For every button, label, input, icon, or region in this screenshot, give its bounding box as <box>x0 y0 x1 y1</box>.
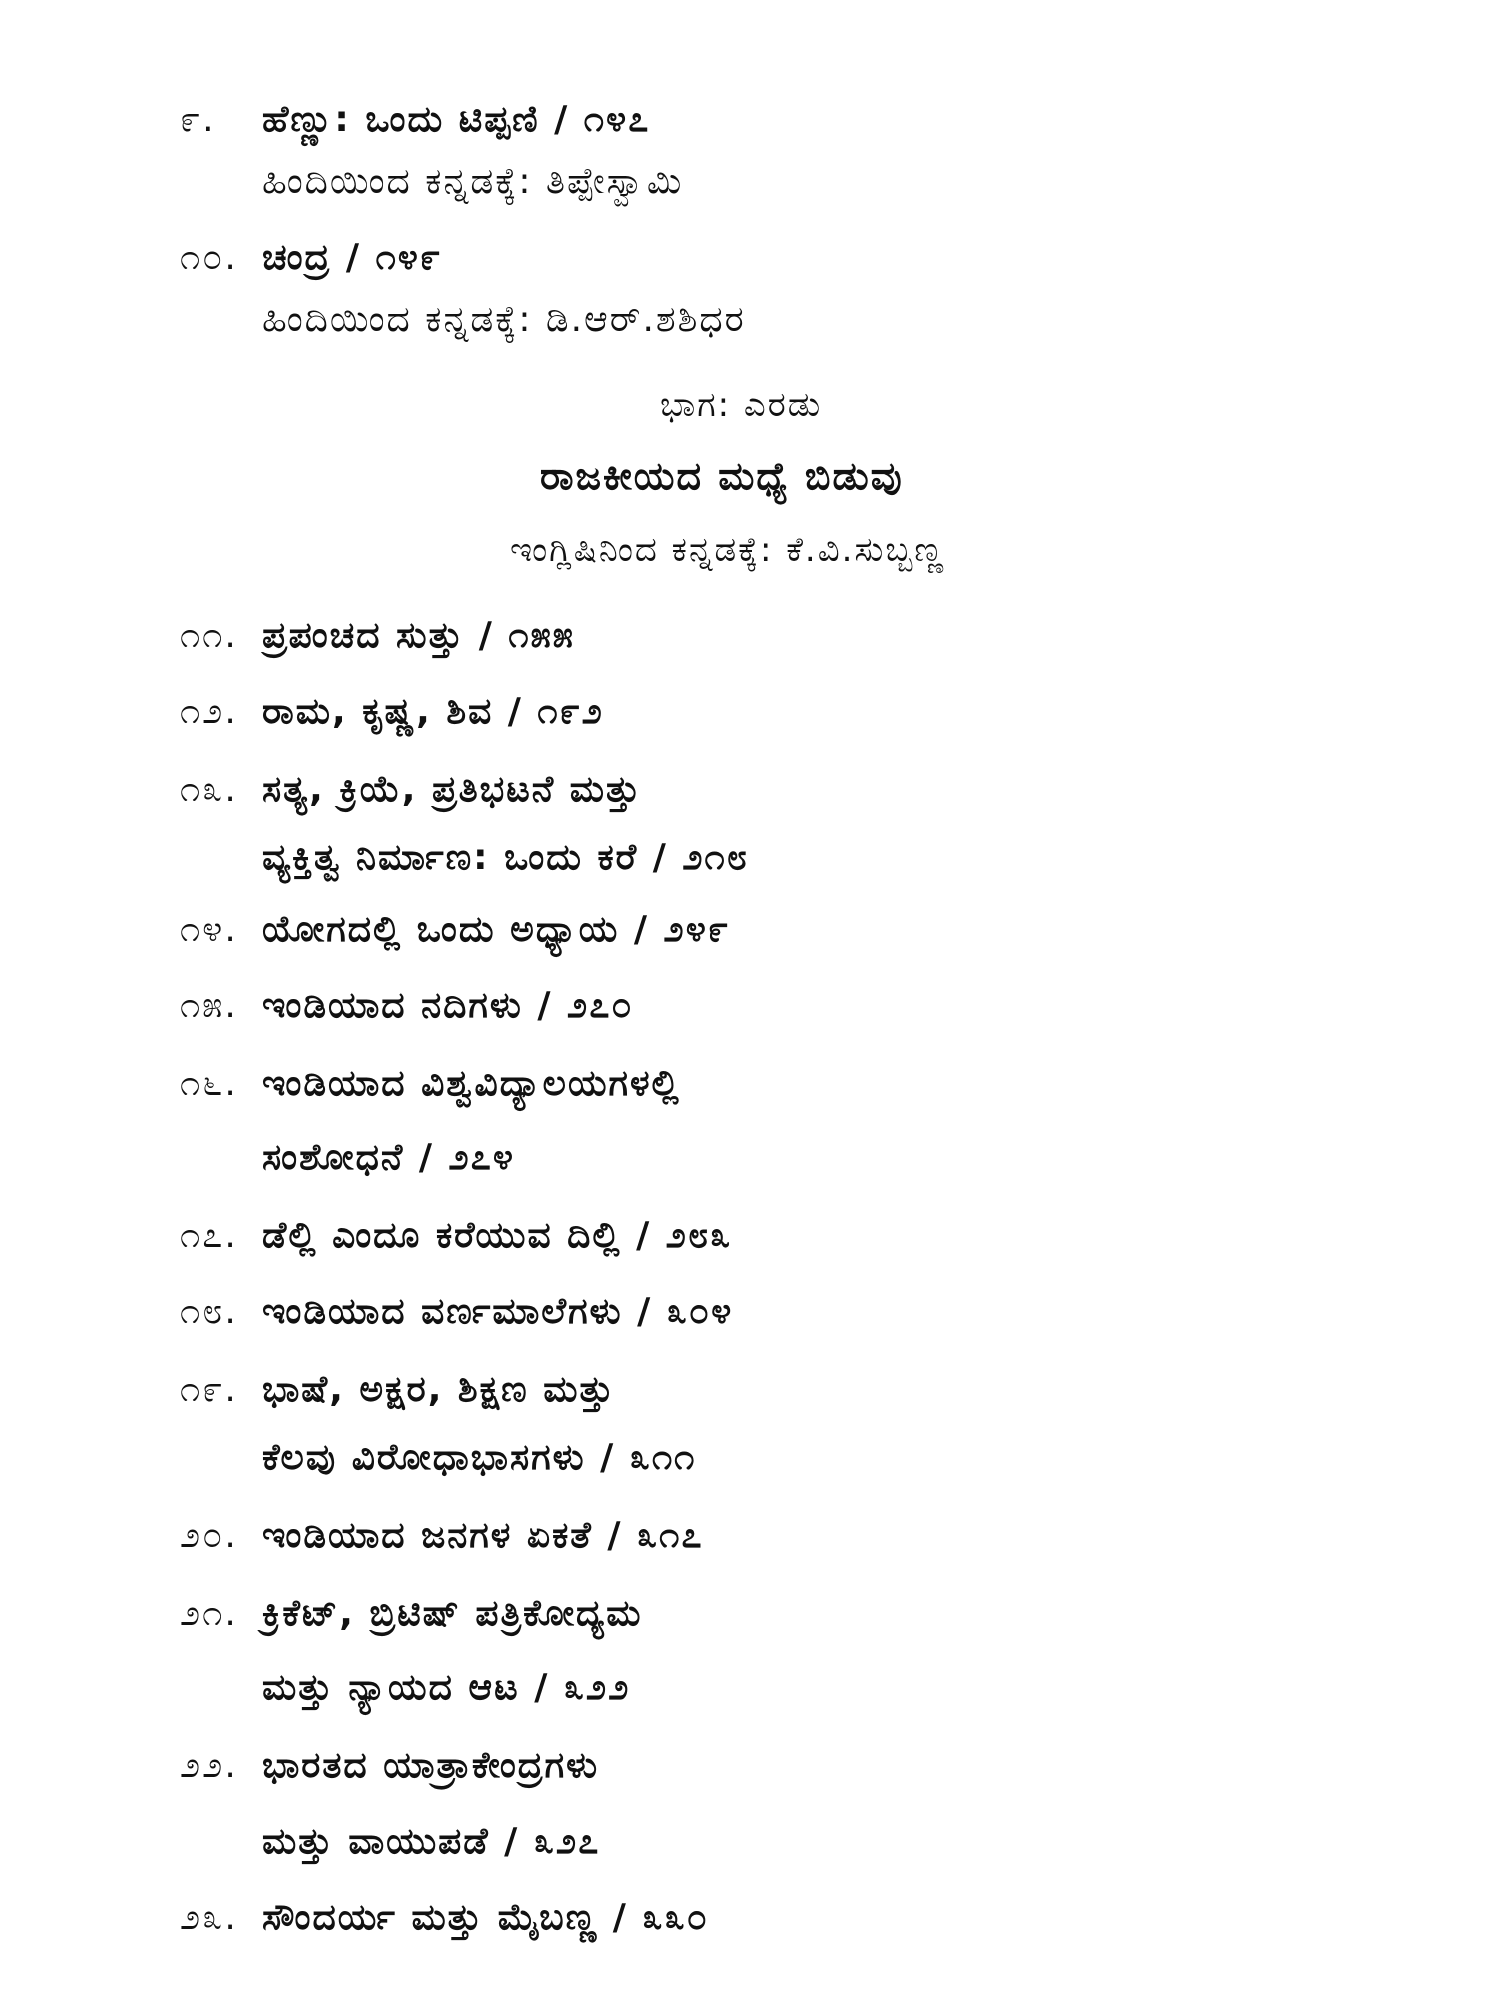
entry-title: ಭಾಷೆ, ಅಕ್ಷರ, ಶಿಕ್ಷಣ ಮತ್ತು <box>262 1369 616 1410</box>
toc-entry-23 <box>180 1890 709 1946</box>
toc-entry-12 <box>180 684 604 740</box>
toc-entry-10 <box>180 230 442 286</box>
entry-title: ಸೌಂದರ್ಯ ಮತ್ತು ಮೈಬಣ್ಣ / ೩೩೦ <box>262 1897 709 1938</box>
entry-title: ಯೋಗದಲ್ಲಿ ಒಂದು ಅಧ್ಯಾಯ / ೨೪೯ <box>262 909 731 950</box>
toc-entry-22 <box>180 1738 599 1794</box>
entry-title: ಡೆಲ್ಲಿ ಎಂದೂ ಕರೆಯುವ ದಿಲ್ಲಿ / ೨೮೩ <box>262 1215 733 1256</box>
entry-number: ೧೫. <box>180 985 238 1026</box>
section-title: ರಾಜಕೀಯದ ಮಧ್ಯೆ ಬಿಡುವು <box>540 454 904 498</box>
toc-entry-21 <box>180 1586 643 1642</box>
entry-number: ೧೮. <box>180 1291 238 1332</box>
toc-entry-17 <box>180 1208 732 1264</box>
toc-entry-11 <box>180 608 575 664</box>
toc-entry-19-line-2: ಕೆಲವು ವಿರೋಧಾಭಾಸಗಳು / ೩೧೧ <box>262 1437 697 1478</box>
toc-entry-16-line-2: ಸಂಶೋಧನೆ / ೨೭೪ <box>262 1137 515 1178</box>
entry-title: ಇಂಡಿಯಾದ ಜನಗಳ ಏಕತೆ / ೩೧೭ <box>262 1515 704 1556</box>
section-label: ಭಾಗ: ಎರಡು <box>660 385 823 425</box>
entry-number: ೧೭. <box>180 1215 238 1256</box>
entry-title: ಚಂದ್ರ / ೧೪೯ <box>262 237 443 278</box>
entry-number: ೨೨. <box>180 1745 238 1786</box>
entry-title: ಹೆಣ್ಣು: ಒಂದು ಟಿಪ್ಪಣಿ / ೧೪೭ <box>262 99 651 140</box>
toc-entry-15 <box>180 978 634 1034</box>
entry-number: ೧೦. <box>180 237 238 278</box>
entry-number: ೧೧. <box>180 615 238 656</box>
entry-title: ಸತ್ಯ, ಕ್ರಿಯೆ, ಪ್ರತಿಭಟನೆ ಮತ್ತು <box>262 769 642 810</box>
entry-number: ೧೩. <box>180 769 238 810</box>
entry-number: ೧೯. <box>180 1369 238 1410</box>
entry-number: ೯. <box>180 99 216 140</box>
entry-number: ೧೨. <box>180 691 238 732</box>
entry-number: ೨೦. <box>180 1515 238 1556</box>
entry-title: ಇಂಡಿಯಾದ ವಿಶ್ವವಿದ್ಯಾಲಯಗಳಲ್ಲಿ <box>262 1063 681 1104</box>
entry-title: ಇಂಡಿಯಾದ ವರ್ಣಮಾಲೆಗಳು / ೩೦೪ <box>262 1291 734 1332</box>
entry-title: ಇಂಡಿಯಾದ ನದಿಗಳು / ೨೭೦ <box>262 985 634 1026</box>
toc-entry-13 <box>180 762 642 818</box>
toc-entry-22-line-2: ಮತ್ತು ವಾಯುಪಡೆ / ೩೨೭ <box>262 1821 601 1862</box>
entry-title: ಭಾರತದ ಯಾತ್ರಾಕೇಂದ್ರಗಳು <box>262 1745 600 1786</box>
toc-entry-14 <box>180 902 730 958</box>
entry-number: ೧೬. <box>180 1063 238 1104</box>
toc-entry-16 <box>180 1056 681 1112</box>
toc-entry-19 <box>180 1362 615 1418</box>
toc-entry-9-credit: ಹಿಂದಿಯಿಂದ ಕನ್ನಡಕ್ಕೆ: ತಿಪ್ಪೇಸ್ವಾಮಿ <box>262 161 684 202</box>
entry-number: ೨೧. <box>180 1593 238 1634</box>
toc-entry-21-line-2: ಮತ್ತು ನ್ಯಾಯದ ಆಟ / ೩೨೨ <box>262 1667 631 1708</box>
section-credit: ಇಂಗ್ಲಿಷಿನಿಂದ ಕನ್ನಡಕ್ಕೆ: ಕೆ.ವಿ.ಸುಬ್ಬಣ್ಣ <box>510 530 946 570</box>
toc-entry-10-credit: ಹಿಂದಿಯಿಂದ ಕನ್ನಡಕ್ಕೆ: ಡಿ.ಆರ್.ಶಶಿಧರ <box>262 299 746 340</box>
toc-entry-18 <box>180 1284 733 1340</box>
toc-entry-20 <box>180 1508 703 1564</box>
entry-title: ಕ್ರಿಕೆಟ್, ಬ್ರಿಟಿಷ್ ಪತ್ರಿಕೋದ್ಯಮ <box>262 1593 643 1634</box>
entry-title: ಪ್ರಪಂಚದ ಸುತ್ತು / ೧೫೫ <box>262 615 575 656</box>
toc-entry-9 <box>180 92 650 148</box>
entry-title: ರಾಮ, ಕೃಷ್ಣ, ಶಿವ / ೧೯೨ <box>262 691 604 732</box>
entry-number: ೧೪. <box>180 909 238 950</box>
entry-number: ೨೩. <box>180 1897 238 1938</box>
toc-entry-13-line-2: ವ್ಯಕ್ತಿತ್ವ ನಿರ್ಮಾಣ: ಒಂದು ಕರೆ / ೨೧೮ <box>262 837 749 878</box>
